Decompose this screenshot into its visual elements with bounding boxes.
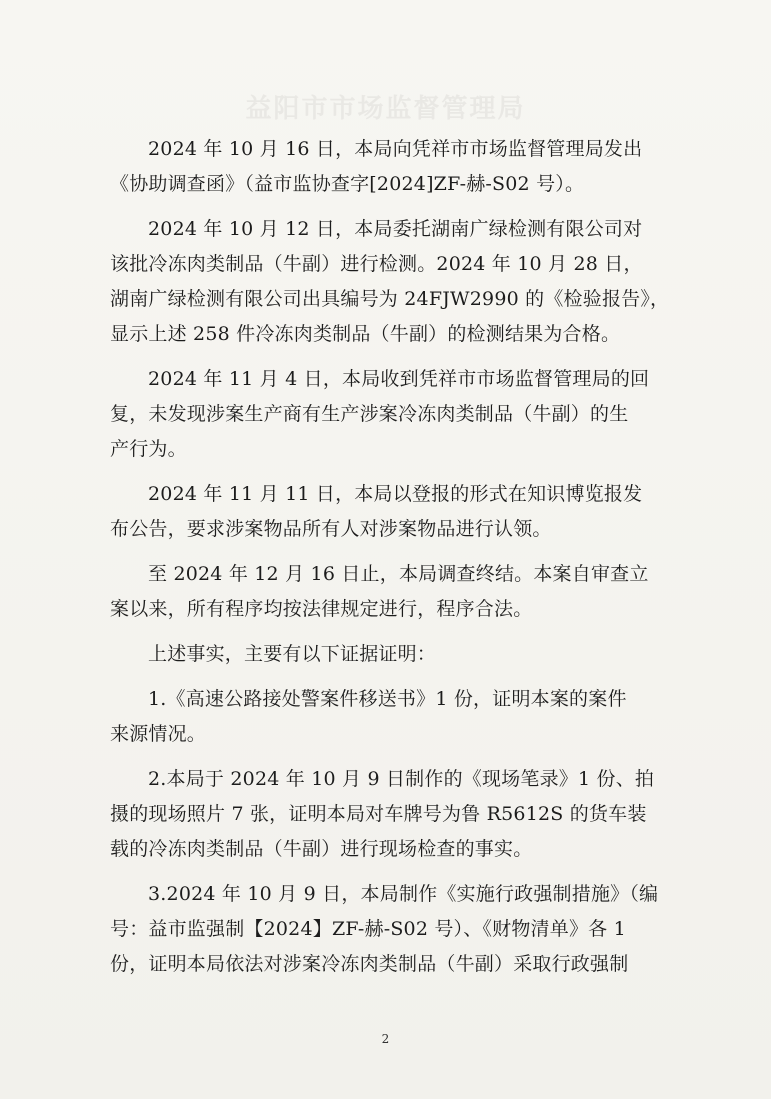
text-line: 产行为。 xyxy=(110,438,187,460)
text-line: 1.《高速公路接处警案件移送书》1 份，证明本案的案件 xyxy=(148,688,627,710)
paragraph xyxy=(110,132,670,202)
text-line: 案以来，所有程序均按法律规定进行，程序合法。 xyxy=(110,598,533,620)
paragraph xyxy=(110,682,670,752)
text-line: 该批冷冻肉类制品（牛副）进行检测。2024 年 10 月 28 日， xyxy=(110,253,643,275)
text-line: 载的冷冻肉类制品（牛副）进行现场检查的事实。 xyxy=(110,838,533,860)
text-line: 份，证明本局依法对涉案冷冻肉类制品（牛副）采取行政强制 xyxy=(110,953,629,975)
bleed-through-header: 益阳市市场监督管理局 xyxy=(245,94,526,124)
text-line: 《协助调查函》（益市监协查字[2024]ZF-赫-S02 号）。 xyxy=(110,173,585,195)
text-line: 2.本局于 2024 年 10 月 9 日制作的《现场笔录》1 份、拍 xyxy=(148,768,655,790)
paragraph xyxy=(110,477,670,547)
text-line: 2024 年 11 月 11 日，本局以登报的形式在知识博览报发 xyxy=(148,483,643,505)
text-line: 至 2024 年 12 月 16 日止，本局调查终结。本案自审查立 xyxy=(148,563,649,585)
text-line: 2024 年 11 月 4 日，本局收到凭祥市市场监督管理局的回 xyxy=(148,368,650,390)
text-line: 上述事实，主要有以下证据证明： xyxy=(148,643,437,665)
paragraph xyxy=(110,877,670,982)
text-line: 号：益市监强制【2024】ZF-赫-S02 号）、《财物清单》各 1 xyxy=(110,918,626,940)
text-line: 显示上述 258 件冷冻肉类制品（牛副）的检测结果为合格。 xyxy=(110,323,621,345)
text-line: 布公告，要求涉案物品所有人对涉案物品进行认领。 xyxy=(110,518,552,540)
text-line: 来源情况。 xyxy=(110,723,207,745)
paragraph xyxy=(110,637,670,672)
text-line: 摄的现场照片 7 张，证明本局对车牌号为鲁 R5612S 的货车装 xyxy=(110,803,647,825)
text-line: 2024 年 10 月 16 日，本局向凭祥市市场监督管理局发出 xyxy=(148,138,643,160)
text-line: 湖南广绿检测有限公司出具编号为 24FJW2990 的《检验报告》， xyxy=(110,288,670,310)
text-line: 3.2024 年 10 月 9 日，本局制作《实施行政强制措施》（编 xyxy=(148,883,659,905)
page-number: 2 xyxy=(381,1032,390,1046)
document-body xyxy=(110,132,670,992)
text-line: 2024 年 10 月 12 日，本局委托湖南广绿检测有限公司对 xyxy=(148,218,643,240)
text-line: 复，未发现涉案生产商有生产涉案冷冻肉类制品（牛副）的生 xyxy=(110,403,629,425)
paragraph xyxy=(110,362,670,467)
paragraph xyxy=(110,212,670,352)
paragraph xyxy=(110,557,670,627)
paragraph xyxy=(110,762,670,867)
